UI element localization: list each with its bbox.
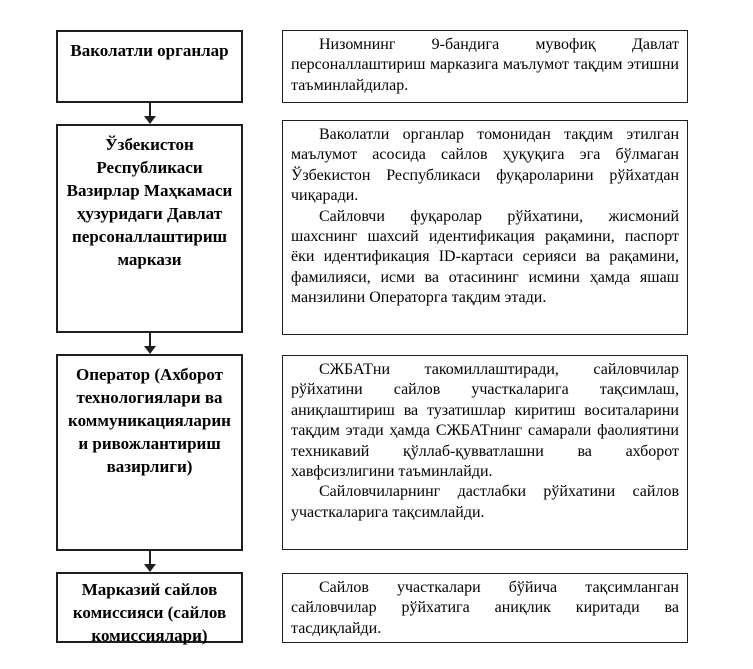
description-box-personalization-center <box>282 120 688 335</box>
arrow-line <box>149 333 151 346</box>
description-paragraph: Сайлов участкалари бўйича тақсимланган сайловчилар рўйхатига аниқлик киритади ва тасдиқлайди. <box>291 579 679 637</box>
description-box-operator <box>282 355 688 550</box>
flow-node-title: Ўзбекистон Республикаси Вазирлар Маҳкамаси ҳузуридаги Давлат персоналлаштириш маркази <box>66 135 233 269</box>
flow-node-title: Марказий сайлов комиссияси (сайлов комиссиялари) <box>72 580 227 645</box>
down-arrow-3 <box>143 551 156 572</box>
arrow-line <box>149 103 151 116</box>
arrow-line <box>149 551 151 564</box>
flow-node-operator <box>56 354 243 551</box>
flow-node-title: Оператор (Ахборот технологиялари ва коммуникацияларини ривожлантириш вазирлиги) <box>68 365 231 476</box>
down-arrow-2 <box>143 333 156 354</box>
flow-node-title: Ваколатли органлар <box>70 41 229 60</box>
description-box-authorized-bodies <box>282 30 688 103</box>
description-box-central-election-commission <box>282 573 688 643</box>
flow-node-central-election-commission <box>56 572 243 643</box>
description-paragraph: Ваколатли органлар томонидан тақдим этилган маълумот асосида сайлов ҳуқуқига эга бўлмаган Ўзбекистон Республикаси фуқароларини рўйхатдан чиқаради. <box>291 126 679 205</box>
description-paragraph: Сайловчи фуқаролар рўйхатини, жисмоний шахснинг шахсий идентификация рақамини, паспорт ёки идентификация ID-картаси серияси ва рақамини, фамилияси, исми ва отасининг исмини ҳамда яшаш манзилини Операторга тақдим этади. <box>291 207 679 307</box>
flow-node-authorized-bodies <box>56 30 243 103</box>
arrow-head-icon <box>144 564 156 572</box>
arrow-head-icon <box>144 116 156 124</box>
flow-node-personalization-center <box>56 124 243 333</box>
down-arrow-1 <box>143 103 156 124</box>
description-paragraph: Сайловчиларнинг дастлабки рўйхатини сайлов участкаларига тақсимлайди. <box>291 483 679 521</box>
arrow-head-icon <box>144 346 156 354</box>
description-paragraph: СЖБАТни такомиллаштиради, сайловчилар рўйхатини сайлов участкаларига тақсимлаш, аниқлаштириш ва тузатишлар киритиш воситаларини тақдим этади ҳамда СЖБАТнинг самарали фаолиятини техникавий қўллаб-қувватлашни ва ахборот хавфсизлигини таъминлайди. <box>291 361 679 481</box>
description-paragraph: Низомнинг 9-бандига мувофиқ Давлат персоналлаштириш марказига маълумот тақдим этишни таъминлайдилар. <box>291 36 679 94</box>
